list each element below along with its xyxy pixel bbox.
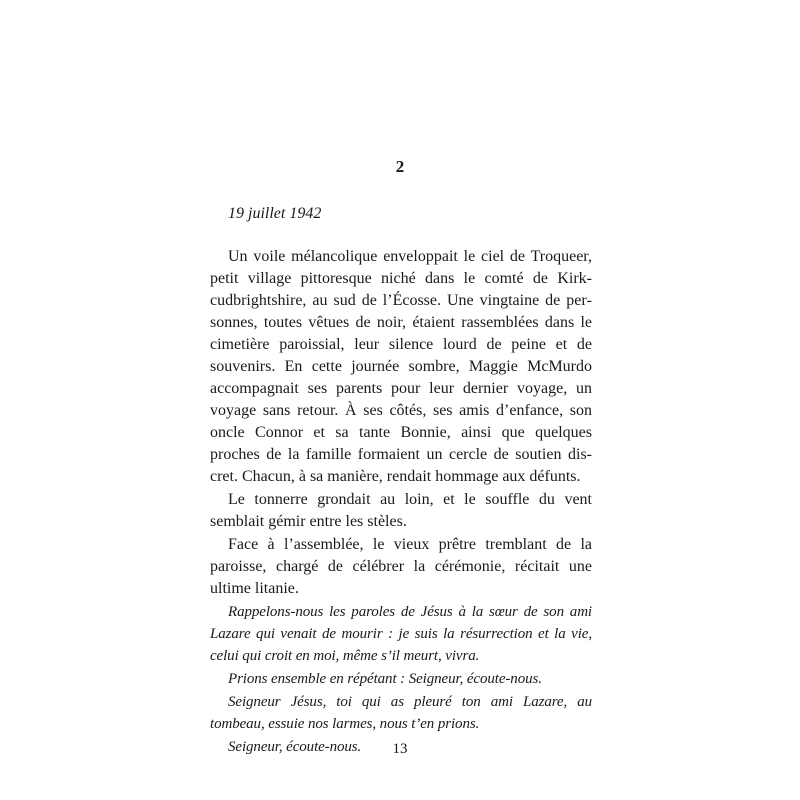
paragraph: Un voile mélancolique enveloppait le ciel de Troqueer, petit village pittoresque niché dans le comté de Kirkcudbrightshire, au sud de l’Écosse. Une vingtaine de personnes, toutes vêtues de noir, étaient rassemblées dans le cimetière paroissial, leur silence lourd de peine et de souvenirs. En cette journée sombre, Maggie McMurdo accompagnait ses parents pour leur dernier voyage, un voyage sans retour. À ses côtés, ses amis d’enfance, son oncle Connor et sa tante Bonnie, ainsi que quelques proches de la famille formaient un cercle de soutien discret. Chacun, à sa manière, rendait hommage aux défunts. bbox=[210, 248, 592, 485]
paragraph: Face à l’assemblée, le vieux prêtre tremblant de la paroisse, chargé de célébrer la cérémonie, récitait une ultime litanie. bbox=[210, 536, 592, 597]
page-number: 13 bbox=[392, 741, 408, 757]
chapter-number: 2 bbox=[395, 157, 405, 176]
litany-line: Prions ensemble en répétant : Seigneur, écoute-nous. bbox=[228, 671, 542, 687]
litany-line: Rappelons-nous les paroles de Jésus à la sœur de son ami Lazare qui venait de mourir : je suis la résurrection et la vie, celui qui croit en moi, même s’il meurt, vivra. bbox=[210, 604, 592, 664]
litany-line: Seigneur, écoute-nous. bbox=[228, 739, 362, 755]
paragraph: Le tonnerre grondait au loin, et le souffle du vent semblait gémir entre les stèles. bbox=[210, 491, 592, 530]
chapter-date: 19 juillet 1942 bbox=[228, 205, 322, 222]
chapter-body bbox=[210, 246, 592, 759]
litany-line: Seigneur Jésus, toi qui as pleuré ton ami Lazare, au tombeau, essuie nos larmes, nous t’en prions. bbox=[210, 694, 592, 732]
